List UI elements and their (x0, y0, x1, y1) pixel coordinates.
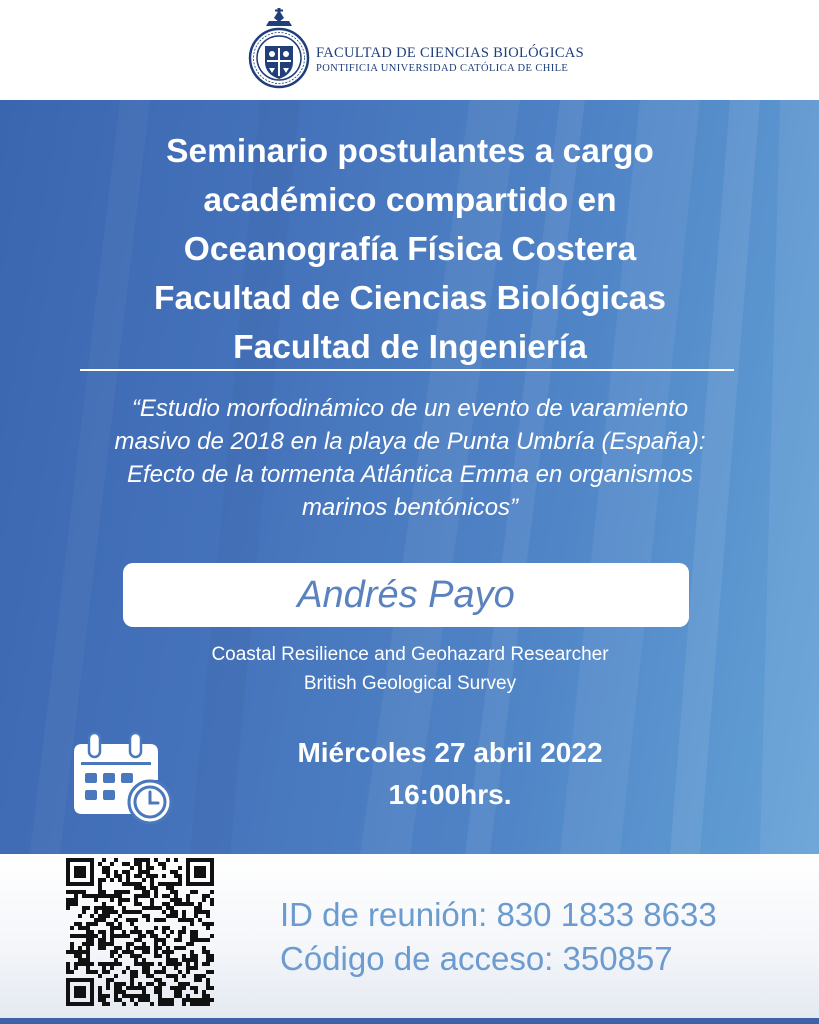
bottom-accent-line (0, 1018, 819, 1024)
talk-title-line: marinos bentónicos” (301, 494, 519, 521)
meeting-passcode: Código de acceso: 350857 (280, 940, 673, 977)
talk-title-line: Efecto de la tormenta Atlántica Emma en organismos (126, 461, 694, 488)
university-seal-icon (248, 8, 310, 90)
header (0, 0, 819, 100)
title-line: Facultad de Ingeniería (233, 329, 587, 366)
title-line: Oceanografía Física Costera (183, 231, 637, 268)
meeting-details (280, 893, 717, 981)
event-date: Miércoles 27 abril 2022 (297, 737, 603, 768)
university-name: PONTIFICIA UNIVERSIDAD CATÓLICA DE CHILE (316, 63, 569, 74)
title-line: Seminario postulantes a cargo (166, 133, 654, 170)
talk-title (20, 392, 800, 524)
speaker-role: Coastal Resilience and Geohazard Researcher (211, 644, 609, 665)
seminar-title (40, 127, 780, 372)
event-datetime (230, 732, 670, 816)
title-line: Facultad de Ciencias Biológicas (154, 280, 666, 317)
event-time: 16:00hrs. (388, 779, 512, 810)
speaker-name-box (123, 563, 689, 627)
speaker-name: Andrés Payo (297, 574, 515, 616)
speaker-institution: British Geological Survey (303, 673, 517, 694)
faculty-name: FACULTAD DE CIENCIAS BIOLÓGICAS (316, 45, 584, 61)
calendar-clock-icon (70, 730, 176, 826)
talk-title-line: masivo de 2018 en la playa de Punta Umbría (España): (114, 428, 706, 455)
title-line: académico compartido en (203, 182, 617, 219)
talk-title-line: “Estudio morfodinámico de un evento de varamiento (131, 395, 689, 422)
meeting-id: ID de reunión: 830 1833 8633 (280, 896, 717, 933)
title-divider (80, 369, 734, 371)
qr-code-icon[interactable] (66, 858, 214, 1006)
speaker-affiliation (60, 640, 760, 698)
